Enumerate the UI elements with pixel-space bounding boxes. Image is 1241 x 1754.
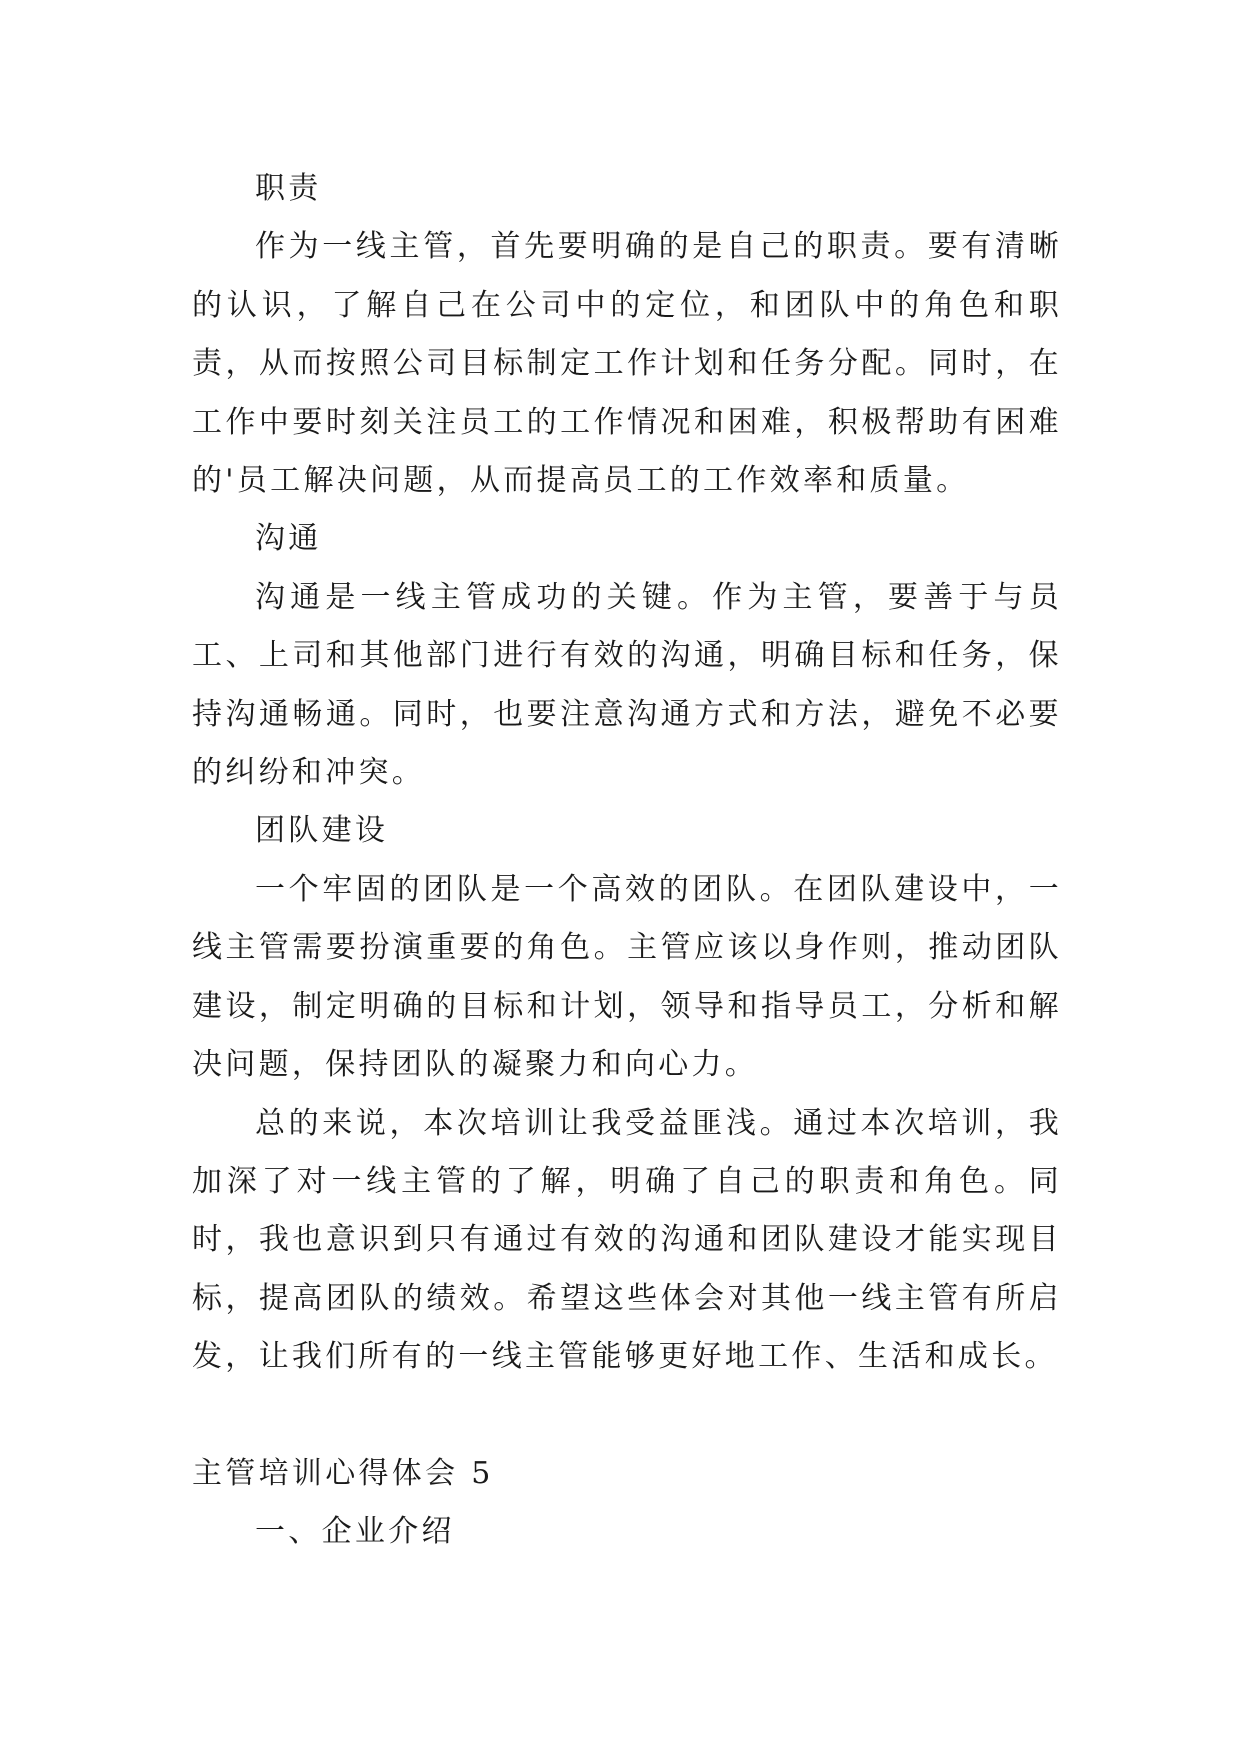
heading-duties: 职责 <box>255 171 322 206</box>
heading-company-intro: 一、企业介绍 <box>255 1514 455 1550</box>
heading-team-building: 团队建设 <box>255 813 389 849</box>
heading-communication: 沟通 <box>255 521 322 557</box>
paragraph-duties: 作为一线主管，首先要明确的是自己的职责。要有清晰的认识，了解自己在公司中的定位，和团队中的角色和职责，从而按照公司目标制定工作计划和任务分配。同时，在工作中要时刻关注员工的工作情况和困难，积极帮助有困难的'员工解决问题，从而提高员工的工作效率和质量。 <box>192 229 1062 499</box>
document-body <box>192 160 1062 1562</box>
paragraph-communication: 沟通是一线主管成功的关键。作为主管，要善于与员工、上司和其他部门进行有效的沟通，明确目标和任务，保持沟通畅通。同时，也要注意沟通方式和方法，避免不必要的纠纷和冲突。 <box>192 579 1062 791</box>
section-title: 主管培训心得体会 5 <box>192 1455 494 1491</box>
paragraph-summary: 总的来说，本次培训让我受益匪浅。通过本次培训，我加深了对一线主管的了解，明确了自己的职责和角色。同时，我也意识到只有通过有效的沟通和团队建设才能实现目标，提高团队的绩效。希望这些体会对其他一线主管有所启发，让我们所有的一线主管能够更好地工作、生活和成长。 <box>192 1105 1062 1375</box>
paragraph-team-building: 一个牢固的团队是一个高效的团队。在团队建设中，一线主管需要扮演重要的角色。主管应该以身作则，推动团队建设，制定明确的目标和计划，领导和指导员工，分析和解决问题，保持团队的凝聚力和向心力。 <box>192 871 1062 1083</box>
